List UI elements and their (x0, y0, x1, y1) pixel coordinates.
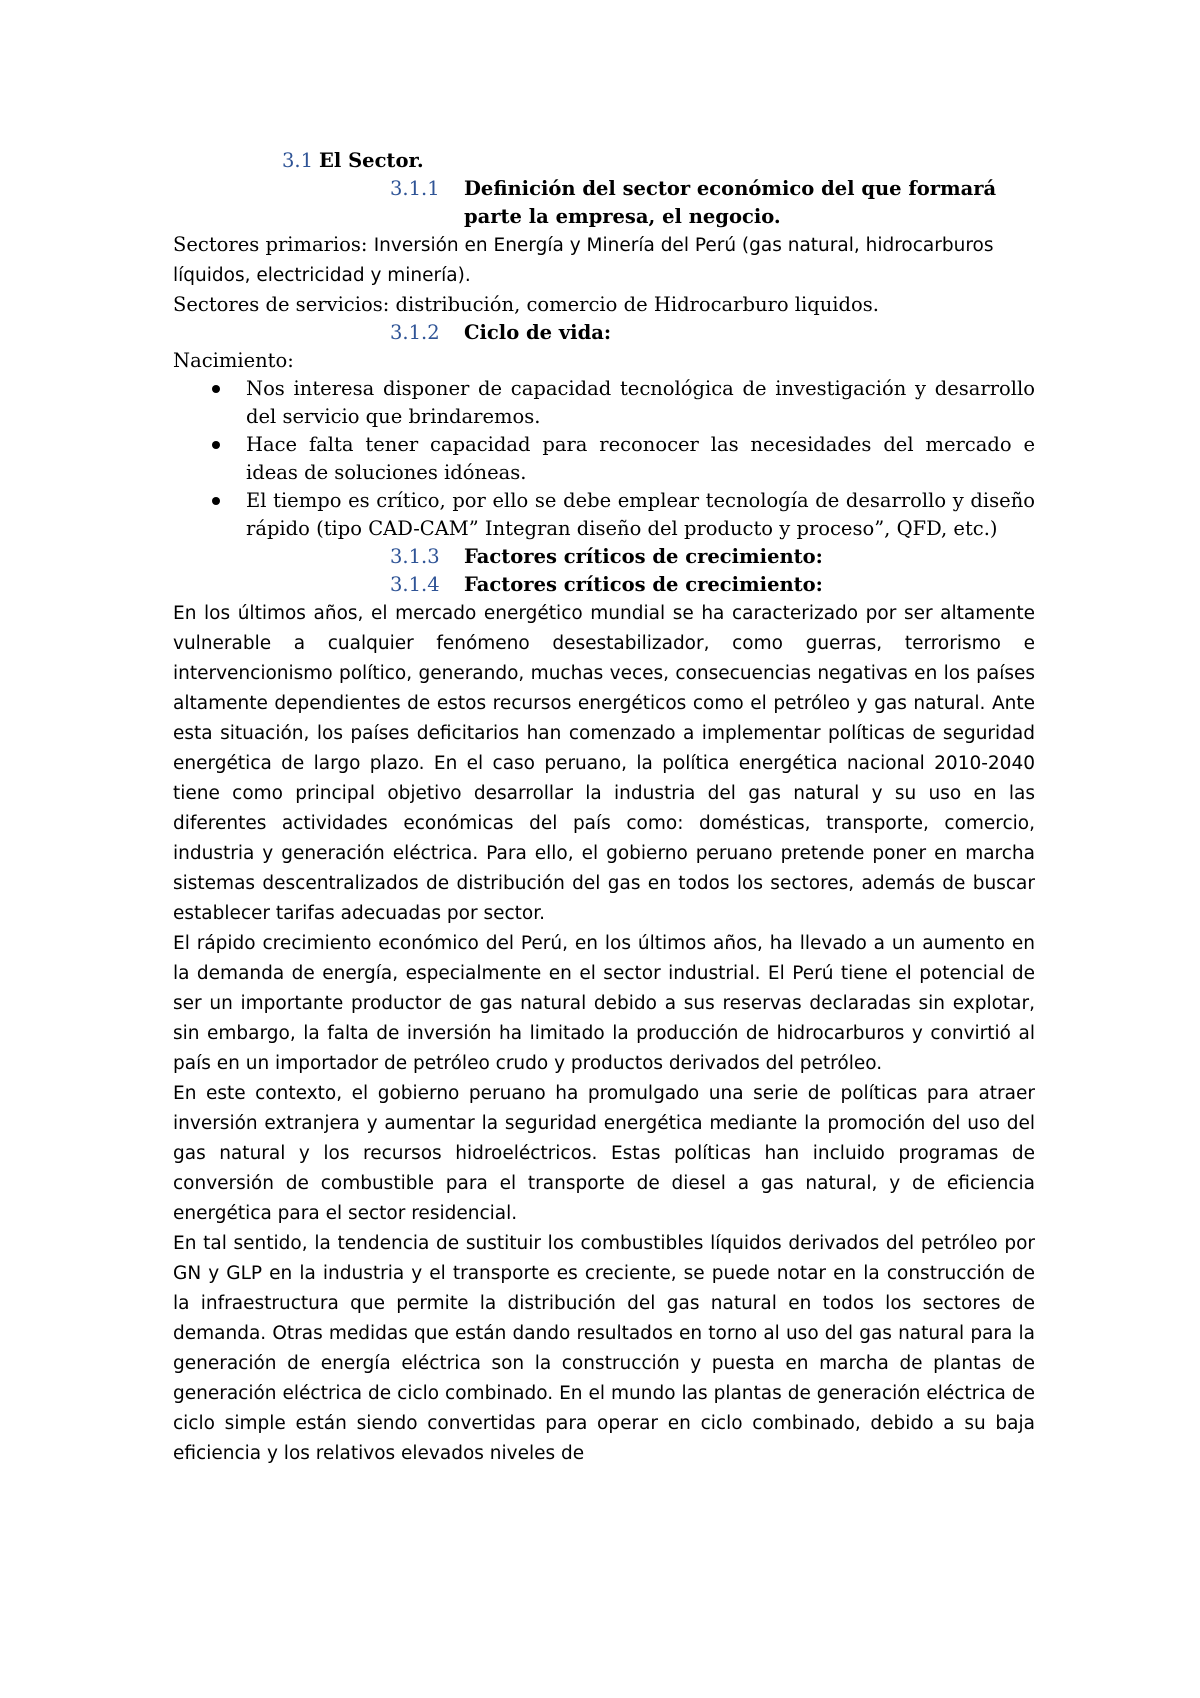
section-number: 3.1 (282, 149, 314, 172)
bullet-list (173, 375, 1035, 543)
bullet-icon (212, 441, 220, 449)
list-item-text: Hace falta tener capacidad para reconocer las necesidades del mercado e ideas de soluciones idóneas. (246, 433, 1035, 484)
sectores-primarios (173, 231, 1035, 291)
document-body (173, 147, 1035, 1469)
list-item-text: Nos interesa disponer de capacidad tecnológica de investigación y desarrollo del servicio que brindaremos. (246, 377, 1035, 428)
section-title: El Sector. (319, 149, 424, 172)
nacimiento-label: Nacimiento: (173, 349, 294, 372)
section-heading (282, 147, 1035, 175)
subsection-heading-4 (390, 571, 1035, 599)
subsection-title: Ciclo de vida: (464, 321, 612, 344)
subsection-heading-1 (390, 175, 1035, 231)
subsection-number: 3.1.4 (390, 573, 440, 596)
body-paragraph-3: En este contexto, el gobierno peruano ha promulgado una serie de políticas para atraer inversión extranjera y aumentar la seguridad energética mediante la promoción del uso del gas natural y los recursos hidroeléctricos. Estas políticas han incluido programas de conversión de combustible para el transporte de diesel a gas natural, y de eficiencia energética para el sector residencial. (173, 1083, 1035, 1224)
subsection-heading-2 (390, 319, 1035, 347)
subsection-number: 3.1.3 (390, 545, 440, 568)
body-paragraph-2: El rápido crecimiento económico del Perú, en los últimos años, ha llevado a un aumento en la demanda de energía, especialmente en el sector industrial. El Perú tiene el potencial de ser un importante productor de gas natural debido a sus reservas declaradas sin explotar, sin embargo, la falta de inversión ha limitado la producción de hidrocarburos y convirtió al país en un importador de petróleo crudo y productos derivados del petróleo. (173, 933, 1035, 1074)
sectores-primarios-value: Inversión en Energía y Minería del Perú (gas natural, hidrocarburos líquidos, electricidad y minería). (173, 235, 994, 286)
subsection-title: Factores críticos de crecimiento: (464, 545, 823, 568)
list-item-text: El tiempo es crítico, por ello se debe emplear tecnología de desarrollo y diseño rápido (tipo CAD-CAM” Integran diseño del producto y proceso”, QFD, etc.) (246, 489, 1035, 540)
subsection-heading-3 (390, 543, 1035, 571)
bullet-icon (212, 497, 220, 505)
sectores-servicios: Sectores de servicios: distribución, comercio de Hidrocarburo liquidos. (173, 293, 879, 316)
subsection-number: 3.1.1 (390, 177, 440, 200)
list-item (173, 375, 1035, 431)
subsection-number: 3.1.2 (390, 321, 440, 344)
subsection-title: Factores críticos de crecimiento: (464, 573, 823, 596)
body-paragraph-1: En los últimos años, el mercado energético mundial se ha caracterizado por ser altamente vulnerable a cualquier fenómeno desestabilizador, como guerras, terrorismo e intervencionismo político, generando, muchas veces, consecuencias negativas en los países altamente dependientes de estos recursos energéticos como el petróleo y gas natural. Ante esta situación, los países deficitarios han comenzado a implementar políticas de seguridad energética de largo plazo. En el caso peruano, la política energética nacional 2010-2040 tiene como principal objetivo desarrollar la industria del gas natural y su uso en las diferentes actividades económicas del país como: domésticas, transporte, comercio, industria y generación eléctrica. Para ello, el gobierno peruano pretende poner en marcha sistemas descentralizados de distribución del gas en todos los sectores, además de buscar establecer tarifas adecuadas por sector. (173, 603, 1035, 924)
list-item (173, 487, 1035, 543)
subsection-title: Definición del sector económico del que formará parte la empresa, el negocio. (464, 177, 997, 228)
list-item (173, 431, 1035, 487)
bullet-icon (212, 385, 220, 393)
sectores-primarios-label: Sectores primarios: (173, 233, 374, 256)
body-paragraph-4: En tal sentido, la tendencia de sustituir los combustibles líquidos derivados del petróleo por GN y GLP en la industria y el transporte es creciente, se puede notar en la construcción de la infraestructura que permite la distribución del gas natural en todos los sectores de demanda. Otras medidas que están dando resultados en torno al uso del gas natural para la generación de energía eléctrica son la construcción y puesta en marcha de plantas de generación eléctrica de ciclo combinado. En el mundo las plantas de generación eléctrica de ciclo simple están siendo convertidas para operar en ciclo combinado, debido a su baja eficiencia y los relativos elevados niveles de (173, 1233, 1035, 1464)
